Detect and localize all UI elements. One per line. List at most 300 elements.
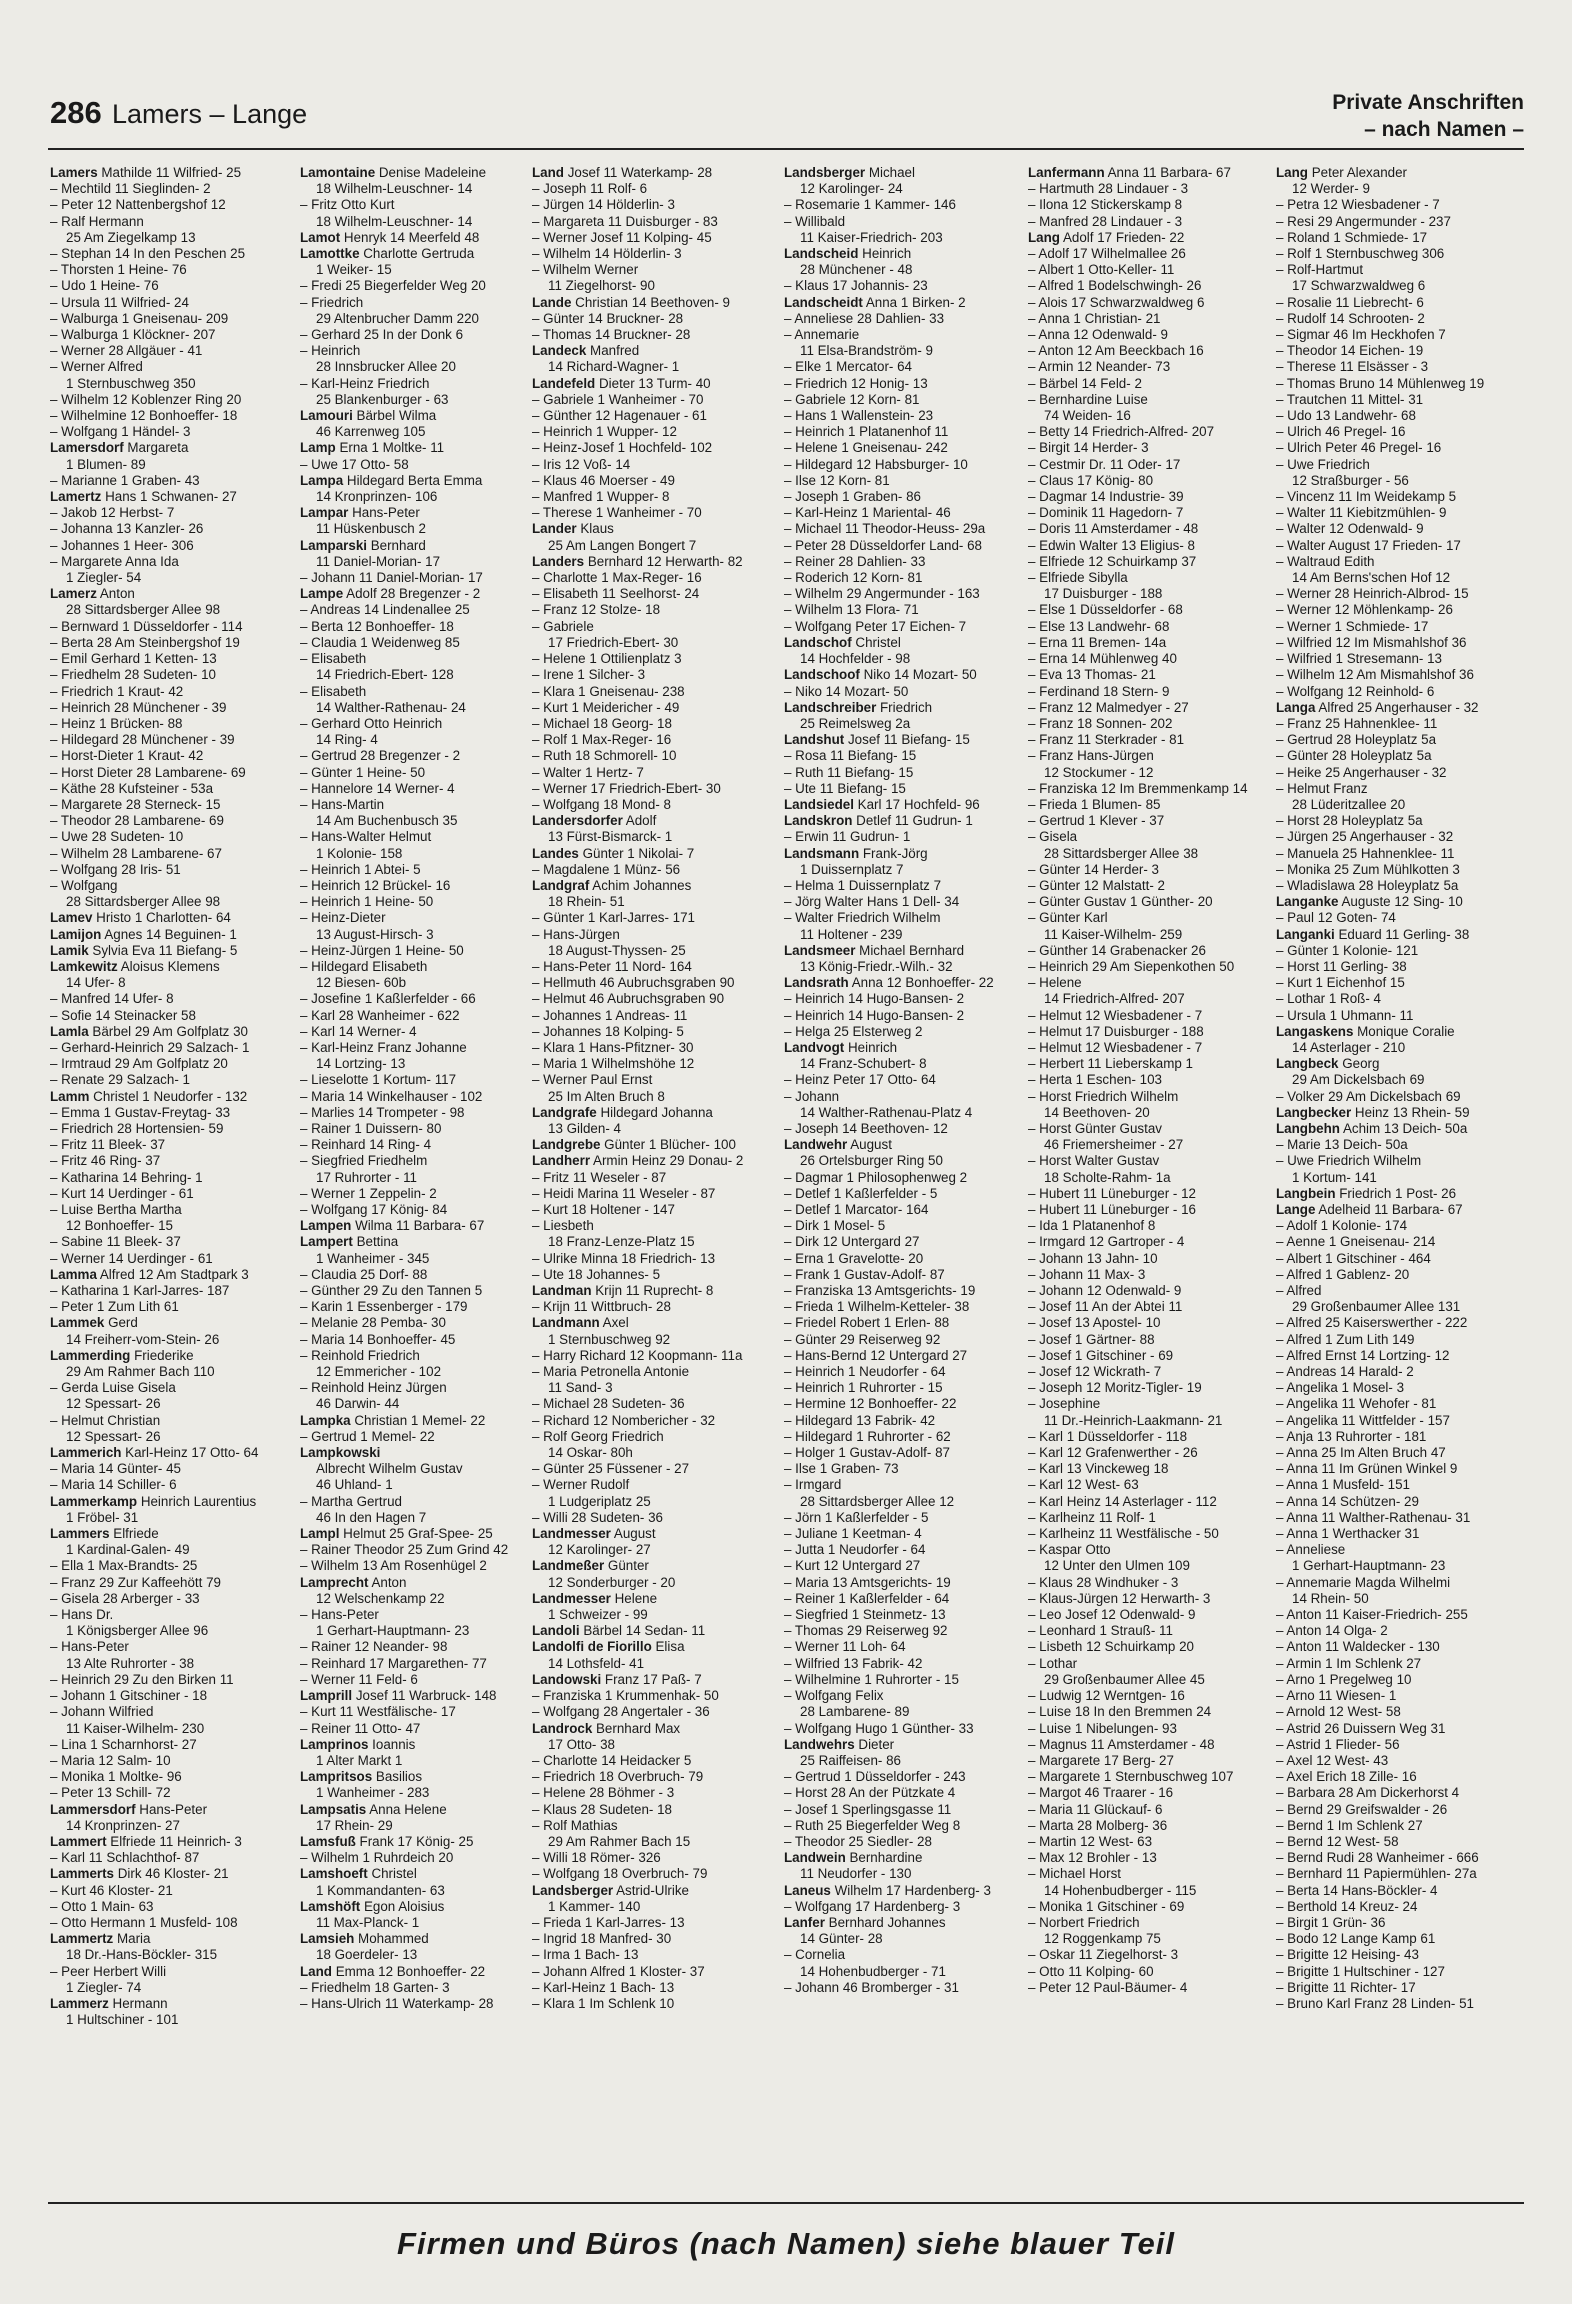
entry-details: – Rolf-Hartmut	[1276, 262, 1364, 278]
entry-details: – Leo Josef 12 Odenwald- 9	[1028, 1607, 1196, 1623]
entry-details: – Arnold 12 West- 58	[1276, 1704, 1401, 1720]
entry-surname: Landowski	[532, 1671, 602, 1687]
directory-entry	[1028, 1688, 1268, 1704]
directory-entry	[784, 1964, 1024, 1980]
entry-details: – Uwe Friedrich	[1276, 456, 1370, 472]
entry-surname: Lampkowski	[300, 1445, 381, 1461]
entry-surname: Landes	[532, 845, 579, 861]
entry-details: – Bodo 12 Lange Kamp 61	[1276, 1931, 1436, 1947]
entry-details: Franz 17 Paß- 7	[601, 1671, 702, 1687]
entry-surname: Lamersdorf	[50, 440, 124, 456]
entry-details: – Johannes 1 Heer- 306	[50, 537, 194, 553]
directory-entry	[300, 440, 540, 456]
entry-details: Dieter	[854, 1736, 895, 1752]
directory-entry	[532, 1526, 772, 1542]
directory-entry	[1028, 1396, 1268, 1412]
entry-details: Armin Heinz 29 Donau- 2	[590, 1153, 744, 1169]
directory-entry	[1276, 602, 1516, 618]
directory-entry	[784, 246, 1024, 262]
entry-surname: Landschof	[784, 634, 852, 650]
entry-details: – Kurt 1 Meidericher - 49	[532, 699, 680, 715]
entry-details: 12 Karolinger- 24	[800, 181, 903, 197]
directory-entry	[50, 1153, 290, 1169]
directory-entry	[1276, 1737, 1516, 1753]
directory-entry	[50, 1040, 290, 1056]
entry-details: – Jörn 1 Kaßlerfelder - 5	[784, 1509, 929, 1525]
entry-details: 11 Kaiser-Wilhelm- 230	[66, 1720, 205, 1736]
directory-entry	[1028, 991, 1268, 1007]
directory-entry	[50, 440, 290, 456]
entry-details: – Krijn 11 Wittbruch- 28	[532, 1299, 671, 1315]
directory-entry	[50, 943, 290, 959]
entry-details: – Günter 1 Karl-Jarres- 171	[532, 910, 695, 926]
entry-details: – Wilhelm 13 Flora- 71	[784, 602, 919, 618]
entry-details: – Betty 14 Friedrich-Alfred- 207	[1028, 424, 1215, 440]
directory-entry	[1276, 1089, 1516, 1105]
directory-entry	[532, 1947, 772, 1963]
directory-entry	[50, 1202, 290, 1218]
directory-entry	[1276, 1380, 1516, 1396]
entry-details: – Heinrich 1 Wupper- 12	[532, 424, 677, 440]
directory-entry	[532, 1056, 772, 1072]
entry-details: – Günter 14 Bruckner- 28	[532, 310, 684, 326]
directory-entry	[784, 1834, 1024, 1850]
directory-entry	[50, 457, 290, 473]
entry-details: – Günter Karl	[1028, 910, 1108, 926]
entry-details: Adelheid 11 Barbara- 67	[1315, 1202, 1463, 1217]
entry-details: – Peter 28 Düsseldorfer Land- 68	[784, 537, 983, 553]
directory-entry	[300, 586, 540, 602]
directory-entry	[784, 1980, 1024, 1996]
entry-details: – Luise 1 Nibelungen- 93	[1028, 1720, 1177, 1736]
directory-entry	[300, 1575, 540, 1591]
page-number: 286	[50, 95, 102, 130]
entry-details: – Wilhelm Werner	[532, 262, 639, 278]
entry-details: – Ursula 1 Uhmann- 11	[1276, 1007, 1414, 1023]
directory-entry	[300, 1737, 540, 1753]
entry-details: – Paul 12 Goten- 74	[1276, 910, 1396, 926]
directory-entry	[50, 1315, 290, 1331]
directory-entry	[532, 813, 772, 829]
entry-details: – Günter 1 Heine- 50	[300, 764, 426, 780]
entry-details: 74 Weiden- 16	[1044, 408, 1131, 424]
entry-details: – Kurt 18 Holtener - 147	[532, 1202, 675, 1217]
entry-details: – Erna 14 Mühlenweg 40	[1028, 651, 1177, 667]
directory-entry	[300, 246, 540, 262]
directory-entry	[784, 862, 1024, 878]
directory-entry	[300, 765, 540, 781]
directory-entry	[1276, 1526, 1516, 1542]
entry-details: – Marie 13 Deich- 50a	[1276, 1137, 1408, 1153]
entry-details: – Otto 11 Kolping- 60	[1028, 1963, 1154, 1979]
entry-details: – Anton 11 Kaiser-Friedrich- 255	[1276, 1607, 1468, 1623]
entry-surname: Lamprinos	[300, 1736, 369, 1752]
entry-details: – Manfred 28 Lindauer - 3	[1028, 213, 1183, 229]
entry-details: – Rosa 11 Biefang- 15	[784, 748, 917, 764]
directory-entry	[784, 376, 1024, 392]
directory-entry	[1276, 1267, 1516, 1283]
directory-entry	[50, 295, 290, 311]
entry-details: Anna 11 Barbara- 67	[1104, 165, 1231, 180]
entry-details: – Monika 25 Zum Mühlkotten 3	[1276, 861, 1460, 877]
entry-details: – Helmut 12 Wiesbadener - 7	[1028, 1039, 1203, 1055]
entry-surname: Landscheid	[784, 246, 859, 262]
entry-details: – Axel Erich 18 Zille- 16	[1276, 1769, 1417, 1785]
entry-details: – Bernd Rudi 28 Wanheimer - 666	[1276, 1850, 1479, 1866]
directory-entry	[50, 1542, 290, 1558]
directory-entry	[784, 1769, 1024, 1785]
directory-entry	[1028, 732, 1268, 748]
entry-details: – Helene 1 Ottilienplatz 3	[532, 651, 682, 667]
entry-details: – Leonhard 1 Strauß- 11	[1028, 1623, 1173, 1639]
directory-entry	[1028, 1267, 1268, 1283]
entry-details: – Alfred	[1276, 1283, 1322, 1299]
entry-details: – Marlies 14 Trompeter - 98	[300, 1104, 465, 1120]
directory-entry	[50, 1591, 290, 1607]
directory-entry	[1276, 1883, 1516, 1899]
directory-entry	[1028, 1753, 1268, 1769]
directory-entry	[1028, 1461, 1268, 1477]
directory-entry	[1028, 1153, 1268, 1169]
entry-details: – Maria 11 Glückauf- 6	[1028, 1801, 1163, 1817]
entry-details: 14 Lothsfeld- 41	[548, 1655, 645, 1671]
entry-details: 1 Kommandanten- 63	[316, 1882, 445, 1898]
directory-entry	[1028, 1429, 1268, 1445]
entry-details: – Reinhard 17 Margarethen- 77	[300, 1655, 487, 1671]
directory-entry	[1028, 1218, 1268, 1234]
directory-entry	[1028, 1348, 1268, 1364]
directory-entry	[1276, 1510, 1516, 1526]
entry-details: – Karl 12 West- 63	[1028, 1477, 1139, 1493]
directory-entry	[532, 295, 772, 311]
directory-entry	[532, 1089, 772, 1105]
directory-entry	[784, 278, 1024, 294]
directory-entry	[1028, 359, 1268, 375]
directory-entry	[300, 1234, 540, 1250]
directory-entry	[300, 797, 540, 813]
directory-entry	[300, 327, 540, 343]
directory-entry	[300, 343, 540, 359]
entry-details: – Karl-Heinz Friedrich	[300, 375, 430, 391]
entry-details: – Johannes 1 Andreas- 11	[532, 1007, 688, 1023]
entry-details: 12 Werder- 9	[1292, 181, 1370, 197]
entry-details: – Siegfried Friedhelm	[300, 1153, 428, 1169]
entry-details: – Karl 13 Vinckeweg 18	[1028, 1461, 1169, 1477]
entry-surname: Lammersdorf	[50, 1801, 136, 1817]
entry-details: – Josef 11 An der Abtei 11	[1028, 1299, 1183, 1315]
entry-details: Detlef 11 Gudrun- 1	[852, 813, 973, 829]
entry-details: – Ilona 12 Stickerskamp 8	[1028, 197, 1183, 213]
directory-entry	[300, 1996, 540, 2012]
directory-entry	[1028, 1639, 1268, 1655]
entry-details: 17 Rhein- 29	[316, 1817, 393, 1833]
entry-details: – Wolfgang Hugo 1 Günther- 33	[784, 1720, 974, 1736]
directory-entry	[532, 1899, 772, 1915]
entry-details: 46 In den Hagen 7	[316, 1509, 427, 1525]
directory-entry	[300, 894, 540, 910]
entry-details: – Udo 13 Landwehr- 68	[1276, 408, 1416, 424]
directory-entry	[50, 1931, 290, 1947]
directory-entry	[50, 1477, 290, 1493]
entry-details: 1 Königsberger Allee 96	[66, 1623, 209, 1639]
entry-details: – Reiner 11 Otto- 47	[300, 1720, 421, 1736]
directory-entry	[1276, 181, 1516, 197]
entry-surname: Lammerts	[50, 1866, 115, 1882]
directory-entry	[784, 1639, 1024, 1655]
entry-details: – Doris 11 Amsterdamer - 48	[1028, 521, 1199, 537]
directory-entry	[50, 392, 290, 408]
entry-details: – Wilhelm 12 Koblenzer Ring 20	[50, 391, 242, 407]
entry-details: – Peter 12 Paul-Bäumer- 4	[1028, 1979, 1188, 1995]
directory-entry	[300, 181, 540, 197]
entry-details: Mohammed	[354, 1931, 429, 1947]
directory-entry	[300, 991, 540, 1007]
directory-entry	[1028, 846, 1268, 862]
entry-details: – Brigitte 12 Heising- 43	[1276, 1947, 1419, 1963]
directory-entry	[532, 1575, 772, 1591]
entry-details: – Franz 25 Hahnenklee- 11	[1276, 715, 1438, 731]
directory-entry	[300, 1283, 540, 1299]
entry-surname: Landskron	[784, 813, 853, 829]
entry-details: – Werner 14 Uerdinger - 61	[50, 1250, 213, 1266]
entry-surname: Landshut	[784, 732, 845, 748]
directory-entry	[1028, 1413, 1268, 1429]
directory-entry	[300, 684, 540, 700]
entry-details: – Petra 12 Wiesbadener - 7	[1276, 197, 1440, 213]
entry-surname: Landgrafe	[532, 1104, 597, 1120]
entry-details: Albrecht Wilhelm Gustav	[316, 1461, 463, 1477]
directory-entry	[300, 1866, 540, 1882]
entry-details: 28 Münchener - 48	[800, 262, 913, 278]
directory-entry	[300, 538, 540, 554]
entry-details: – Wladislawa 28 Holeyplatz 5a	[1276, 877, 1459, 893]
entry-details: Krijn 11 Ruprecht- 8	[591, 1283, 714, 1299]
entry-details: – Jürgen 14 Hölderlin- 3	[532, 197, 675, 213]
entry-details: – Reiner 28 Dahlien- 33	[784, 553, 926, 569]
directory-entry	[1028, 667, 1268, 683]
entry-details: 14 Friedrich-Alfred- 207	[1044, 991, 1185, 1007]
directory-entry	[1276, 1332, 1516, 1348]
entry-surname: Lamkewitz	[50, 958, 118, 974]
directory-entry	[532, 343, 772, 359]
entry-details: – Heinz-Josef 1 Hochfeld- 102	[532, 440, 713, 456]
directory-entry	[1028, 1931, 1268, 1947]
entry-details: Bernhardine	[845, 1850, 923, 1866]
entry-details: – Joseph 1 Graben- 86	[784, 489, 921, 505]
directory-entry	[784, 781, 1024, 797]
directory-entry	[50, 1834, 290, 1850]
entry-details: – Gisela 28 Arberger - 33	[50, 1590, 200, 1606]
directory-entry	[1028, 1170, 1268, 1186]
directory-entry	[300, 619, 540, 635]
entry-surname: Langbein	[1276, 1185, 1336, 1201]
entry-details: – Herbert 11 Lieberskamp 1	[1028, 1056, 1193, 1072]
directory-entry	[784, 1105, 1024, 1121]
directory-entry	[784, 991, 1024, 1007]
directory-entry	[1028, 1704, 1268, 1720]
directory-entry	[300, 1558, 540, 1574]
entry-details: 12 Spessart- 26	[66, 1396, 161, 1412]
entry-surname: Landefeld	[532, 375, 596, 391]
directory-entry	[1276, 1056, 1516, 1072]
directory-entry	[300, 214, 540, 230]
directory-entry	[532, 440, 772, 456]
entry-details: 14 Am Berns'schen Hof 12	[1292, 570, 1451, 586]
entry-details: – Johanna 13 Kanzler- 26	[50, 521, 204, 537]
directory-entry	[532, 829, 772, 845]
entry-details: Adolf	[622, 813, 657, 829]
entry-details: – Klaus 28 Windhuker - 3	[1028, 1574, 1179, 1590]
directory-entry	[50, 635, 290, 651]
directory-entry	[784, 748, 1024, 764]
entry-details: 25 Im Alten Bruch 8	[548, 1088, 665, 1104]
entry-details: – Elfriede Sibylla	[1028, 570, 1128, 586]
directory-entry	[300, 489, 540, 505]
entry-details: – Josef 1 Gitschiner - 69	[1028, 1347, 1174, 1363]
directory-entry	[1276, 829, 1516, 845]
entry-surname: Landmann	[532, 1315, 600, 1331]
entry-details: – Franz 12 Malmedyer - 27	[1028, 699, 1189, 715]
entry-surname: Lang	[1276, 165, 1308, 180]
directory-entry	[50, 959, 290, 975]
entry-details: – Anton 12 Am Beeckbach 16	[1028, 343, 1204, 359]
directory-entry	[50, 1802, 290, 1818]
entry-details: – Juliane 1 Keetman- 4	[784, 1526, 922, 1542]
entry-details: – Elke 1 Mercator- 64	[784, 359, 913, 375]
directory-entry	[1276, 1802, 1516, 1818]
entry-details: – Werner Rudolf	[532, 1477, 630, 1493]
entry-details: – Trautchen 11 Mittel- 31	[1276, 391, 1424, 407]
entry-surname: Lammert	[50, 1833, 107, 1849]
entry-details: – Werner 11 Loh- 64	[784, 1639, 906, 1655]
entry-surname: Land	[300, 1963, 332, 1979]
entry-surname: Langbeck	[1276, 1056, 1339, 1072]
entry-details: 18 August-Thyssen- 25	[548, 942, 686, 958]
directory-entry	[300, 1526, 540, 1542]
directory-entry	[1276, 1639, 1516, 1655]
directory-entry	[1028, 602, 1268, 618]
directory-entry	[784, 214, 1024, 230]
directory-entry	[50, 1494, 290, 1510]
entry-details: Friedrich	[876, 699, 933, 715]
entry-details: Anton	[96, 586, 135, 602]
entry-surname: Lamparski	[300, 537, 367, 553]
directory-entry	[784, 716, 1024, 732]
entry-details: Michael	[865, 165, 915, 180]
entry-details: – Ida 1 Platanenhof 8	[1028, 1218, 1156, 1234]
directory-entry	[300, 1445, 540, 1461]
directory-entry	[1276, 1704, 1516, 1720]
entry-details: – Horst 11 Gerling- 38	[1276, 958, 1407, 974]
directory-entry	[784, 1396, 1024, 1412]
directory-entry	[784, 1753, 1024, 1769]
directory-entry	[1028, 392, 1268, 408]
entry-details: – Hildegard 12 Habsburger- 10	[784, 456, 968, 472]
directory-entry	[532, 1769, 772, 1785]
directory-entry	[784, 1056, 1024, 1072]
entry-details: – Frank 1 Gustav-Adolf- 87	[784, 1266, 945, 1282]
entry-surname: Lampert	[300, 1234, 353, 1250]
directory-entry	[300, 1883, 540, 1899]
directory-entry	[784, 1558, 1024, 1574]
entry-details: – Josephine	[1028, 1396, 1101, 1412]
directory-entry	[532, 262, 772, 278]
entry-details: August	[847, 1137, 892, 1153]
entry-details: 18 Wilhelm-Leuschner- 14	[316, 181, 473, 197]
directory-entry	[784, 521, 1024, 537]
directory-entry	[1028, 230, 1268, 246]
directory-entry	[1028, 521, 1268, 537]
directory-entry	[50, 1105, 290, 1121]
directory-entry	[1276, 651, 1516, 667]
entry-details: – Horst Dieter 28 Lambarene- 69	[50, 764, 246, 780]
entry-details: – Heinrich 14 Hugo-Bansen- 2	[784, 991, 965, 1007]
directory-entry	[784, 1429, 1024, 1445]
entry-details: – Hans-Peter 11 Nord- 164	[532, 958, 692, 974]
entry-details: – Luise Bertha Martha	[50, 1202, 182, 1217]
directory-entry	[300, 1623, 540, 1639]
entry-details: – Dirk 12 Untergard 27	[784, 1234, 920, 1250]
entry-details: – Michael 28 Sudeten- 36	[532, 1396, 685, 1412]
directory-entry	[784, 700, 1024, 716]
entry-surname: Landsiedel	[784, 796, 854, 812]
directory-entry	[50, 781, 290, 797]
entry-details: – Horst Walter Gustav	[1028, 1153, 1160, 1169]
directory-entry	[532, 1299, 772, 1315]
entry-details: – Ruth 25 Biegerfelder Weg 8	[784, 1817, 961, 1833]
directory-entry	[532, 424, 772, 440]
entry-details: – Alfred 25 Kaiserswerther - 222	[1276, 1315, 1468, 1331]
entry-details: – Gabriele 12 Korn- 81	[784, 391, 920, 407]
directory-entry	[1028, 246, 1268, 262]
directory-entry	[532, 505, 772, 521]
directory-entry	[784, 1575, 1024, 1591]
directory-entry	[784, 1024, 1024, 1040]
entry-details: Mathilde 11 Wilfried- 25	[97, 165, 242, 180]
entry-details: – Frieda 1 Wilhelm-Ketteler- 38	[784, 1299, 970, 1315]
directory-entry	[50, 1850, 290, 1866]
directory-entry	[300, 1607, 540, 1623]
directory-entry	[1276, 1980, 1516, 1996]
entry-details: – Michael 11 Theodor-Heuss- 29a	[784, 521, 986, 537]
entry-details: – Walter 1 Hertz- 7	[532, 764, 644, 780]
entry-details: – Elisabeth	[300, 651, 367, 667]
entry-surname: Landwehrs	[784, 1736, 855, 1752]
directory-entry	[1276, 230, 1516, 246]
entry-details: Christel	[851, 634, 901, 650]
entry-details: Manfred	[586, 343, 640, 359]
directory-entry	[50, 1137, 290, 1153]
entry-details: – Horst Friedrich Wilhelm	[1028, 1088, 1179, 1104]
entry-surname: Landwein	[784, 1850, 846, 1866]
entry-details: – Albert 1 Gitschiner - 464	[1276, 1250, 1431, 1266]
directory-entry	[1028, 1542, 1268, 1558]
entry-details: 11 Holtener - 239	[800, 926, 903, 942]
entry-surname: Lamshoeft	[300, 1866, 368, 1882]
directory-entry	[532, 1558, 772, 1574]
entry-details: – Katharina 1 Karl-Jarres- 187	[50, 1283, 230, 1299]
directory-entry	[1276, 538, 1516, 554]
directory-entry	[1028, 1121, 1268, 1137]
directory-entry	[1028, 1980, 1268, 1996]
directory-entry	[1028, 748, 1268, 764]
entry-details: – Gabriele 1 Wanheimer - 70	[532, 391, 704, 407]
directory-entry	[532, 1639, 772, 1655]
entry-details: – Johann 11 Max- 3	[1028, 1266, 1146, 1282]
directory-entry	[1028, 570, 1268, 586]
directory-columns	[50, 165, 1524, 2195]
directory-entry	[50, 1234, 290, 1250]
